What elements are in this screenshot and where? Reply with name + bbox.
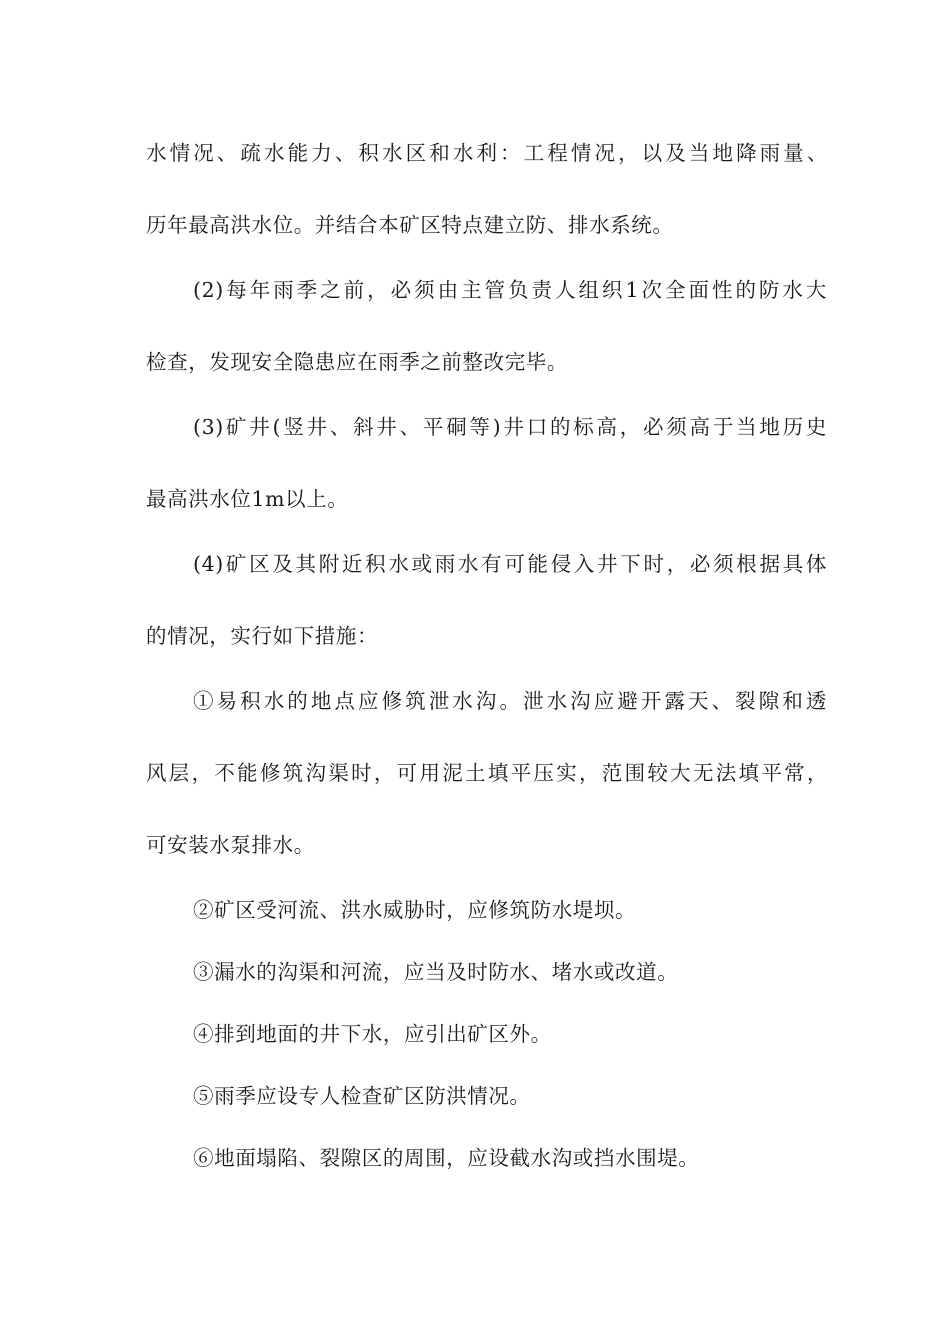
text-line-continuation: 水情况、疏水能力、积水区和水利：工程情况，以及当地降雨量、 bbox=[146, 141, 828, 165]
text-line: 历年最高洪水位。并结合本矿区特点建立防、排水系统。 bbox=[146, 213, 674, 237]
measure-item-6: ⑥地面塌陷、裂隙区的周围，应设截水沟或挡水围堤。 bbox=[193, 1146, 700, 1170]
text-line: 可安装水泵排水。 bbox=[146, 833, 315, 857]
paragraph-item-3: (3)矿井(竖井、斜井、平硐等)井口的标高，必须高于当地历史 bbox=[193, 415, 827, 439]
text-line: 的情况，实行如下措施： bbox=[146, 624, 379, 648]
measure-item-1: ①易积水的地点应修筑泄水沟。泄水沟应避开露天、裂隙和透 bbox=[193, 689, 827, 713]
paragraph-item-2: (2)每年雨季之前，必须由主管负责人组织1次全面性的防水大 bbox=[193, 278, 827, 302]
measure-item-2: ②矿区受河流、洪水威胁时，应修筑防水堤坝。 bbox=[193, 898, 637, 922]
measure-item-5: ⑤雨季应设专人检查矿区防洪情况。 bbox=[193, 1084, 531, 1108]
text-line: 风层，不能修筑沟渠时，可用泥土填平压实，范围较大无法填平常， bbox=[146, 761, 828, 785]
measure-item-3: ③漏水的沟渠和河流，应当及时防水、堵水或改道。 bbox=[193, 960, 679, 984]
paragraph-item-4: (4)矿区及其附近积水或雨水有可能侵入井下时，必须根据具体 bbox=[193, 552, 827, 576]
measure-item-4: ④排到地面的井下水，应引出矿区外。 bbox=[193, 1022, 552, 1046]
text-line: 检查，发现安全隐患应在雨季之前整改完毕。 bbox=[146, 350, 568, 374]
text-line: 最高洪水位1m以上。 bbox=[146, 487, 349, 511]
